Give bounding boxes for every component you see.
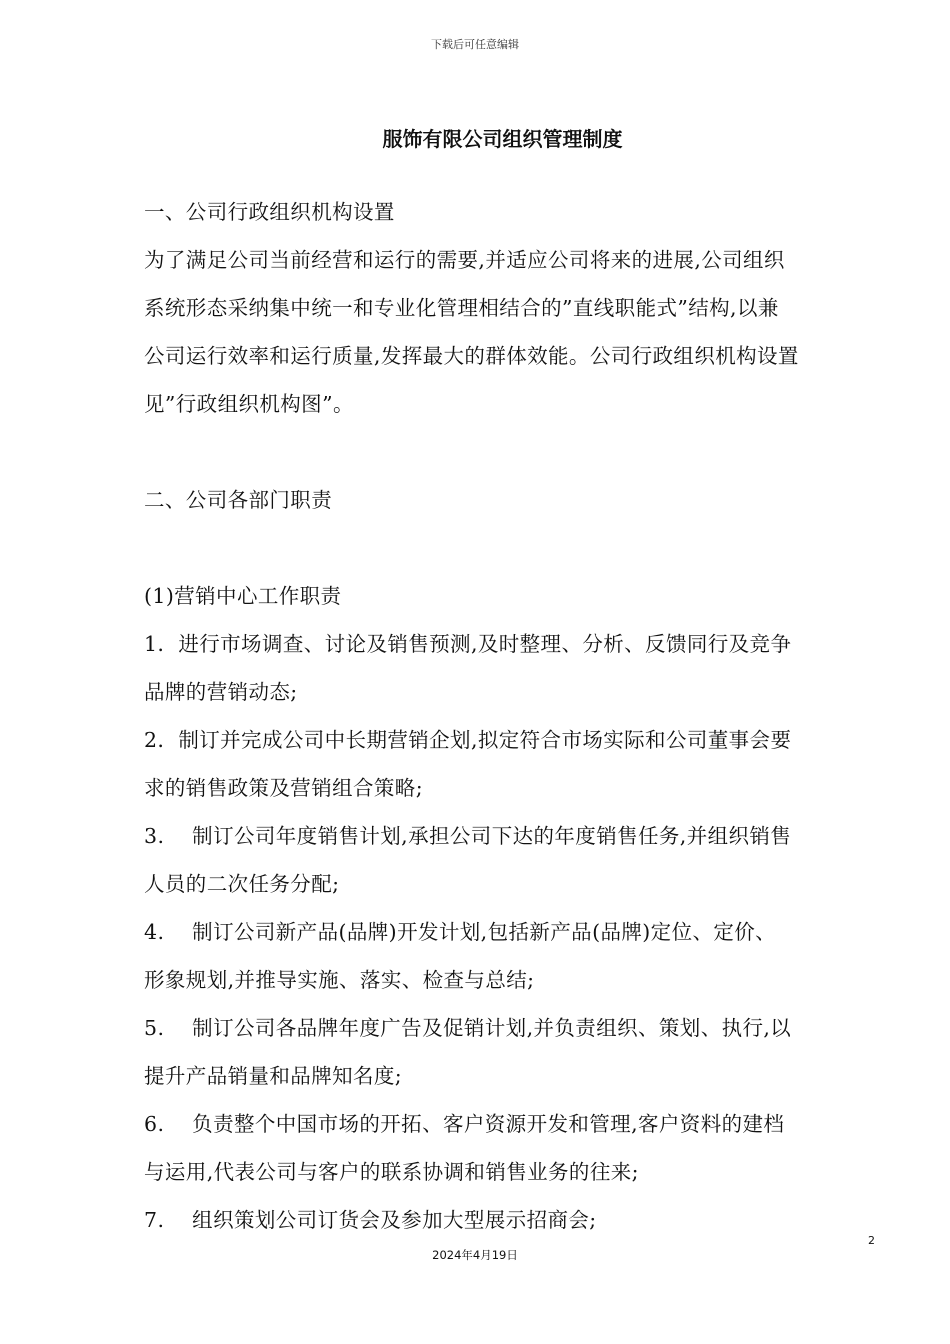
list-item-line: 形象规划,并推导实施、落实、检查与总结;: [144, 968, 535, 992]
section-heading: 一、公司行政组织机构设置: [144, 200, 395, 224]
list-item-line: 提升产品销量和品牌知名度;: [144, 1064, 403, 1088]
list-item-line: 求的销售政策及营销组合策略;: [144, 776, 424, 800]
paragraph-line: 见”行政组织机构图”。: [144, 392, 354, 416]
blank-line: [144, 524, 878, 572]
page-number: 2: [868, 1234, 875, 1247]
paragraph-line: 公司运行效率和运行质量,发挥最大的群体效能。公司行政组织机构设置: [144, 344, 799, 368]
list-item-line: 6. 负责整个中国市场的开拓、客户资源开发和管理,客户资料的建档: [144, 1112, 785, 1136]
blank-line: [144, 428, 878, 476]
list-item-line: 7. 组织策划公司订货会及参加大型展示招商会;: [144, 1208, 597, 1232]
subsection-heading: (1)营销中心工作职责: [144, 584, 342, 608]
list-item-line: 品牌的营销动态;: [144, 680, 298, 704]
list-item-line: 5. 制订公司各品牌年度广告及促销计划,并负责组织、策划、执行,以: [144, 1016, 792, 1040]
list-item-line: 与运用,代表公司与客户的联系协调和销售业务的往来;: [144, 1160, 639, 1184]
list-item-line: 3. 制订公司年度销售计划,承担公司下达的年度销售任务,并组织销售: [144, 824, 792, 848]
list-item-line: 2．制订并完成公司中长期营销企划,拟定符合市场实际和公司董事会要: [144, 728, 792, 752]
section-heading: 二、公司各部门职责: [144, 488, 333, 512]
list-item-line: 人员的二次任务分配;: [144, 872, 340, 896]
page-header: 下载后可任意编辑: [431, 38, 519, 51]
document-title: 服饰有限公司组织管理制度: [382, 127, 623, 151]
paragraph-line: 系统形态采纳集中统一和专业化管理相结合的”直线职能式”结构,以兼: [144, 296, 779, 320]
list-item-line: 1．进行市场调查、讨论及销售预测,及时整理、分析、反馈同行及竞争: [144, 632, 792, 656]
page-footer-date: 2024年4月19日: [432, 1248, 518, 1262]
document-body: [144, 188, 878, 1244]
paragraph-line: 为了满足公司当前经营和运行的需要,并适应公司将来的进展,公司组织: [144, 248, 785, 272]
list-item-line: 4. 制订公司新产品(品牌)开发计划,包括新产品(品牌)定位、定价、: [144, 920, 777, 944]
